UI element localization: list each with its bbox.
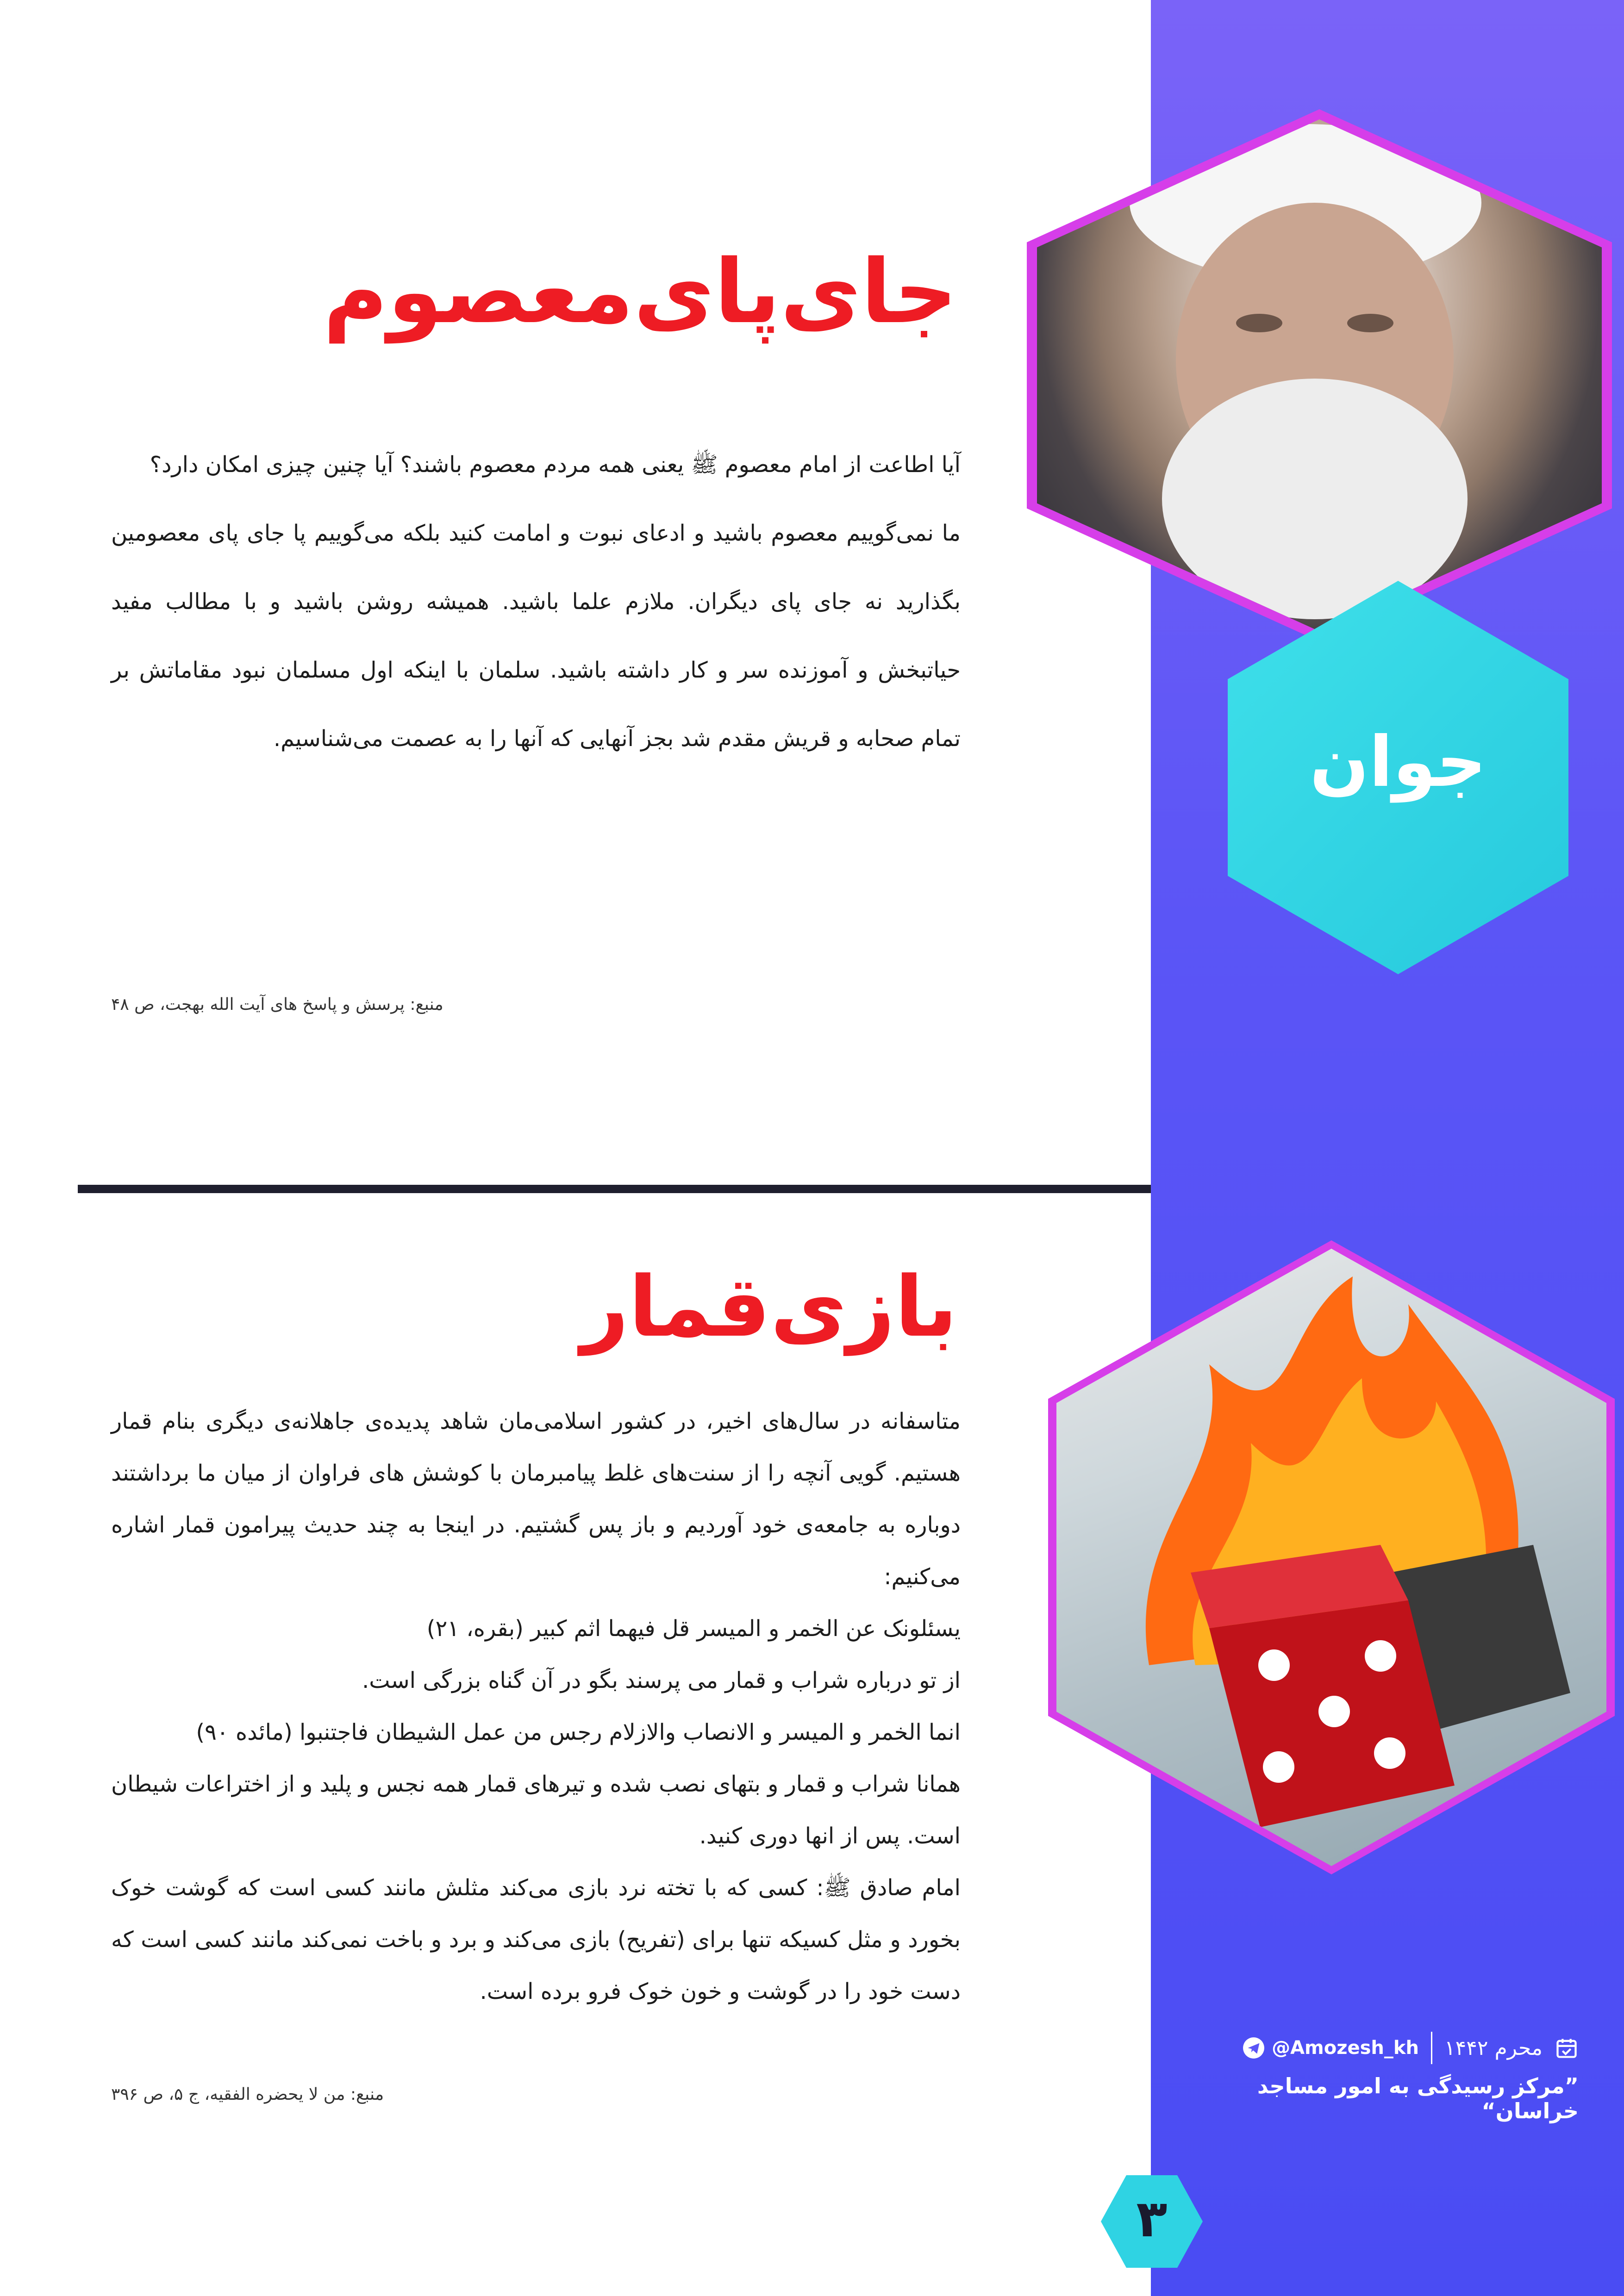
portrait-image: [1037, 119, 1602, 631]
article2-body: [111, 1395, 961, 2017]
article2-verse2: انما الخمر و المیسر و الانصاب والازلام رجس من عمل الشیطان فاجتنبوا (مائده ۹۰): [196, 1719, 961, 1745]
article1-body: [111, 430, 961, 773]
article1-title: جای‌پای‌معصوم: [323, 241, 957, 343]
article2-title: بازی‌قمار: [581, 1259, 957, 1356]
article2-intro: متاسفانه در سال‌های اخیر، در کشور اسلامی‌مان شاهد پدیده‌ی جاهلانه‌ی دیگری بنام قمار هستیم. گویی آنچه را از سنت‌های غلط پیامبرمان با کوشش های فراوان از میان ما برداشتند دوباره به جامعه‌ی خود آوردیم و باز پس گشتیم. در اینجا به چند حدیث پیرامون قمار اشاره می‌کنیم:: [111, 1408, 961, 1590]
article2-verse2-translation: همانا شراب و قمار و بتهای نصب شده و تیرهای قمار همه نجس و پلید و از اختراعات شیطان است. پس از انها دوری کنید.: [111, 1771, 961, 1849]
social-handle[interactable]: @Amozesh_kh: [1242, 2036, 1419, 2060]
footer-info: [1171, 2027, 1579, 2069]
article1-source: منبع: پرسش و پاسخ های آیت الله بهجت، ص ۴۸: [111, 995, 443, 1014]
article1-answer: ما نمی‌گوییم معصوم باشید و ادعای نبوت و امامت کنید بلکه می‌گوییم پا جای پای معصومین بگذارید نه جای پای دیگران. ملازم علما باشید. همیشه روشن باشید و با مطالب مفید حیاتبخش و آموزنده سر و کار داشته باشید. سلمان با اینکه اول مسلمان نبود مقاماتش بر تمام صحابه و قریش مقدم شد بجز آنهایی که آنها را به عصمت می‌شناسیم.: [111, 520, 961, 752]
organization-name: ”مرکز رسیدگی به امور مساجد خراسان“: [1257, 2073, 1579, 2123]
issue-date: محرم ۱۴۴۲: [1444, 2036, 1543, 2060]
article2-source: منبع: من لا یحضره الفقیه، ج ۵، ص ۳۹۶: [111, 2085, 384, 2104]
calendar-icon: [1555, 2036, 1579, 2060]
section-divider: [78, 1185, 1151, 1193]
footer-separator: [1431, 2032, 1432, 2064]
article2-hadith: امام صادق ﷺ: کسی که با تخته نرد بازی می‌کند مثلش مانند کسی است که گوشت خوک بخورد و مثل کسیکه تنها برای (تفریح) بازی می‌کند و برد و باخت نمی‌کند مانند کسی است که دست خود را در گوشت و خون خوک فرو برده است.: [111, 1875, 961, 2004]
page-number: ۳: [1136, 2189, 1168, 2248]
telegram-icon: [1242, 2036, 1265, 2060]
article2-verse1: یسئلونک عن الخمر و المیسر قل فیهما اثم کبیر (بقره، ۲۱): [426, 1616, 961, 1642]
portrait-frame: [1027, 109, 1612, 641]
category-label: جوان: [1310, 722, 1487, 803]
article1-question: آیا اطاعت از امام معصوم ﷺ یعنی همه مردم معصوم باشند؟ آیا چنین چیزی امکان دارد؟: [150, 452, 961, 478]
dice-image: [1056, 1249, 1606, 1866]
dice-frame: [1048, 1240, 1615, 1874]
article2-verse1-translation: از تو درباره شراب و قمار می پرسند بگو در آن گناه بزرگی است.: [362, 1668, 961, 1693]
